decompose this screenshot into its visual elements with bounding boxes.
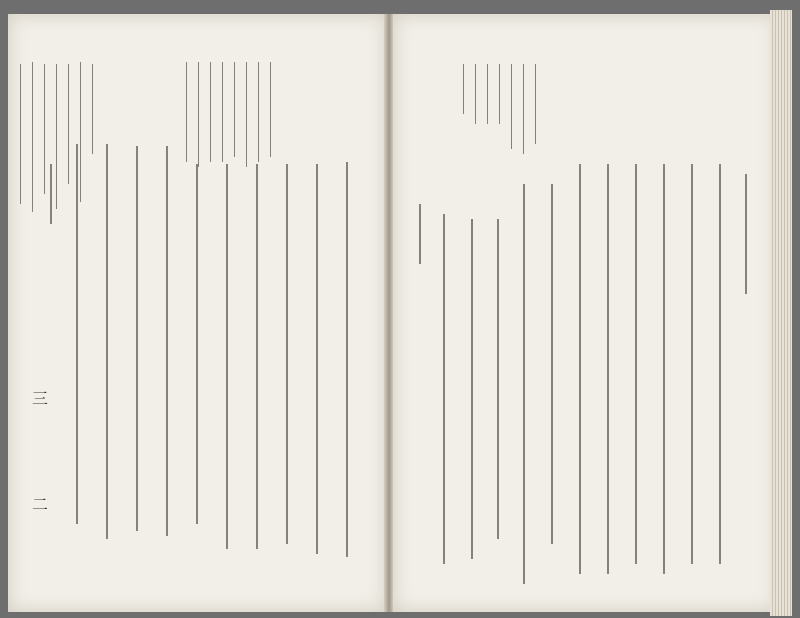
right-page xyxy=(392,14,777,612)
annotation-line xyxy=(186,62,187,162)
script-column xyxy=(346,162,348,557)
script-column xyxy=(256,164,258,549)
annotation-line xyxy=(246,62,247,167)
script-column xyxy=(419,204,421,264)
annotation-line xyxy=(32,62,33,212)
annotation-line xyxy=(535,64,536,144)
script-column xyxy=(196,164,198,524)
annotation-line xyxy=(270,62,271,157)
script-column xyxy=(166,146,168,536)
annotation-line xyxy=(258,62,259,162)
annotation-line xyxy=(463,64,464,114)
book-page-edges xyxy=(770,10,792,616)
annotation-line xyxy=(210,62,211,162)
script-column xyxy=(691,164,693,564)
annotation-line xyxy=(234,62,235,157)
annotation-line xyxy=(80,62,81,202)
script-column xyxy=(471,219,473,559)
annotation-line xyxy=(44,64,45,194)
script-column xyxy=(719,164,721,564)
annotation-line xyxy=(68,64,69,184)
annotation-line xyxy=(487,64,488,124)
left-page xyxy=(8,14,387,612)
annotation-line xyxy=(475,64,476,124)
script-column xyxy=(745,174,747,294)
script-column xyxy=(136,146,138,531)
script-column xyxy=(316,164,318,554)
annotation-line xyxy=(523,64,524,154)
annotation-line xyxy=(499,64,500,124)
script-column xyxy=(226,164,228,549)
script-column xyxy=(443,214,445,564)
annotation-line xyxy=(222,62,223,162)
page-number-3: 三 xyxy=(32,389,49,408)
page-number-2: 二 xyxy=(32,495,49,514)
script-column xyxy=(523,184,525,584)
annotation-line xyxy=(92,64,93,154)
script-column xyxy=(497,219,499,539)
script-column xyxy=(50,164,52,224)
annotation-line xyxy=(511,64,512,149)
script-column xyxy=(607,164,609,574)
script-column xyxy=(551,184,553,544)
script-column xyxy=(106,144,108,539)
annotation-line xyxy=(198,62,199,167)
script-column xyxy=(635,164,637,564)
annotation-line xyxy=(20,64,21,204)
annotation-line xyxy=(56,64,57,209)
script-column xyxy=(286,164,288,544)
script-column xyxy=(76,144,78,524)
script-column xyxy=(663,164,665,574)
script-column xyxy=(579,164,581,574)
